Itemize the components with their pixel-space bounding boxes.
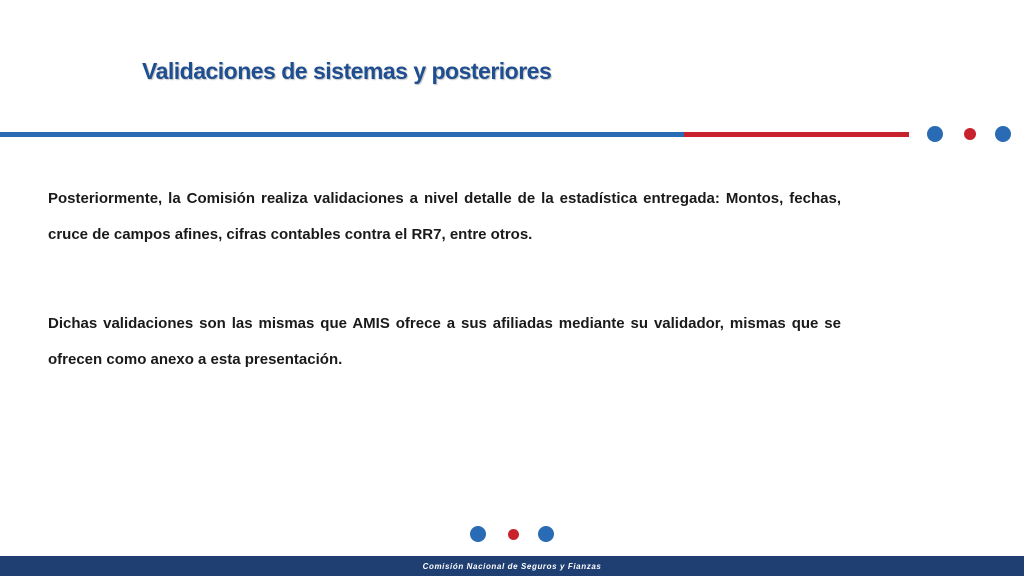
footer-dot-blue-left [470,526,486,542]
header-rule-red [684,132,909,137]
slide-title: Validaciones de sistemas y posteriores [142,58,552,84]
footer-text: Comisión Nacional de Seguros y Fianzas [422,562,602,571]
header-rule-blue [0,132,684,137]
header-dot-blue-right [995,126,1011,142]
body-paragraph-2: Dichas validaciones son las mismas que AMIS ofrece a sus afiliadas mediante su validador, mismas que se ofrecen como anexo a esta presentación. [48,315,841,368]
header-dot-red [964,128,976,140]
header-dot-blue-left [927,126,943,142]
footer-bar [0,556,1024,576]
body-paragraph-1: Posteriormente, la Comisión realiza validaciones a nivel detalle de la estadística entregada: Montos, fechas, cruce de campos afines, cifras contables contra el RR7, entre otros. [48,190,841,243]
footer-dot-blue-right [538,526,554,542]
footer-dot-red [508,529,519,540]
